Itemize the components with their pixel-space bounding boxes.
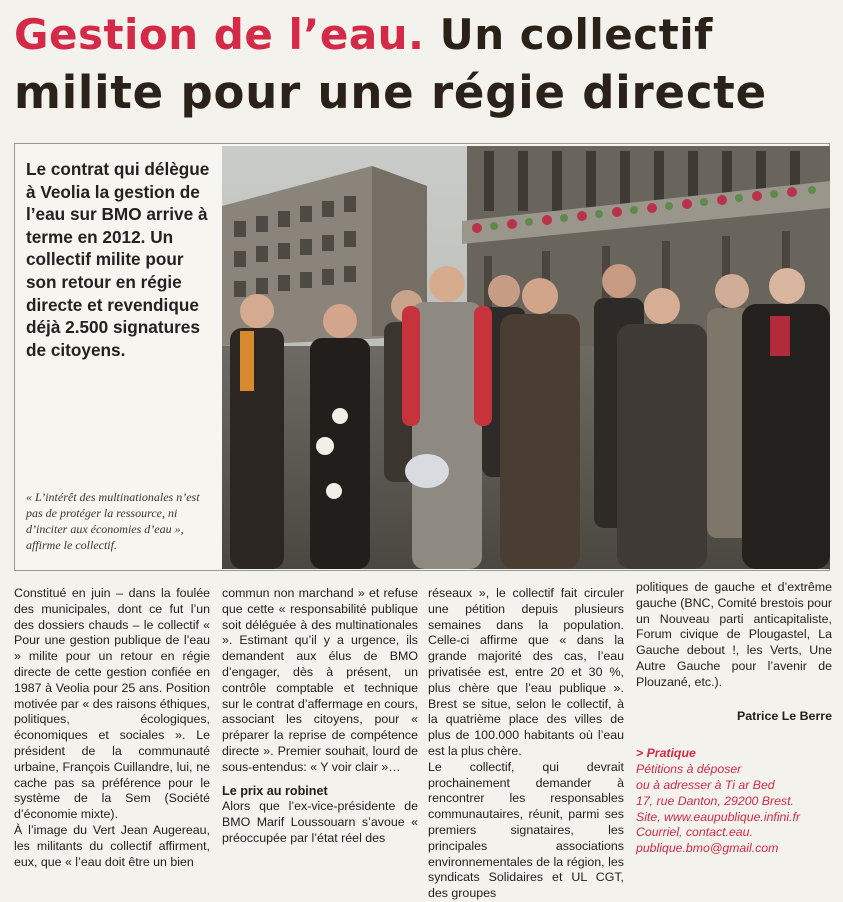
body-paragraph: À l’image du Vert Jean Augereau, les militants du collectif affirment, eux, que « l’eau doit être un bien <box>14 822 210 869</box>
article-column-1 <box>14 586 210 870</box>
group-photo <box>222 146 830 569</box>
article-column-3 <box>428 586 624 902</box>
practical-info-line: Pétitions à déposer <box>636 762 742 777</box>
body-paragraph: Le collectif, qui devrait prochainement demander à rencontrer les responsables communautaires, réunit, parmi ses premiers signataires, les principales associations environnementales de la région, les syndicats Solidaires et UL CGT, des groupes <box>428 759 624 901</box>
body-paragraph: réseaux », le collectif fait circuler une pétition depuis plusieurs semaines dans la population. Celle-ci affirme que « dans la grande majorité des cas, l’eau privatisée est, entre 20 et 30 %, plus chère que l’eau publique ». Brest se situe, selon le collectif, à la quatrième place des villes de plus de 100.000 habitants où l’eau est la plus chère. <box>428 586 624 758</box>
body-paragraph: politiques de gauche et d’extrême gauche (BNC, Comité brestois pour un Nouveau parti anticapitaliste, Forum civique de Plougastel, La Gauche debout !, les Verts, Une Autre Gauche pour l’avenir de Plouzané, etc.). <box>636 580 832 689</box>
article-column-2 <box>222 586 418 847</box>
headline <box>14 6 834 122</box>
practical-info-title: > Pratique <box>636 746 696 761</box>
lead-paragraph: Le contrat qui délègue à Veolia la gestion de l’eau sur BMO arrive à terme en 2012. Un collectif milite pour son retour en régie directe et revendique déjà 2.500 signatures de citoyens. <box>26 159 210 360</box>
practical-info-line: Courriel, contact.eau. <box>636 825 753 840</box>
practical-info-line: Site, www.eaupublique.infini.fr <box>636 809 801 824</box>
practical-info-line: ou à adresser à Ti ar Bed <box>636 777 775 792</box>
practical-info-box <box>636 746 832 857</box>
body-paragraph: Constitué en juin – dans la foulée des municipales, dont ce fut l’un des dossiers chauds – le collectif « Pour une gestion publique de l’eau » milite pour un retour en régie directe de cette gestion confiée en 1987 à Veolia pour 25 ans. Position motivée par « des raisons éthiques, politiques, écologiques, économiques et sociales ». Le président de la communauté urbaine, François Cuillandre, lui, ne cache pas sa préférence pour le système de la Sem (Société d’économie mixte). <box>14 586 210 822</box>
group-photo-illustration <box>222 146 830 569</box>
practical-info-line: publique.bmo@gmail.com <box>636 841 779 856</box>
body-paragraph: commun non marchand » et refuse que cette « responsabilité publique soit déléguée à des multinationales ». Estimant qu’il y a urgence, ils demandent aux élus de BMO d’engager, dès à présent, un contrôle comptable et technique sur le contrat d’affermage en cours, associant les citoyens, pour « préparer la reprise de compétence directe ». Premier souhait, lourd de sous-entendus: « Y voir clair »… <box>222 586 418 774</box>
headline-title-part2: milite pour une régie directe <box>14 66 767 119</box>
subheading: Le prix au robinet <box>222 783 328 798</box>
headline-kicker: Gestion de l’eau. <box>14 10 425 59</box>
author-signature: Patrice Le Berre <box>736 708 832 723</box>
body-paragraph: Alors que l’ex-vice-présidente de BMO Marif Loussouarn s’avoue « préoccupée par l’état réel des <box>222 799 418 845</box>
photo-caption: « L’intérêt des multinationales n’est pas de protéger la ressource, ni d’inciter aux économies d’eau », affirme le collectif. <box>26 490 200 552</box>
headline-title-part1: Un collectif <box>439 10 713 59</box>
article-column-4 <box>636 580 832 857</box>
practical-info-line: 17, rue Danton, 29200 Brest. <box>636 793 794 808</box>
